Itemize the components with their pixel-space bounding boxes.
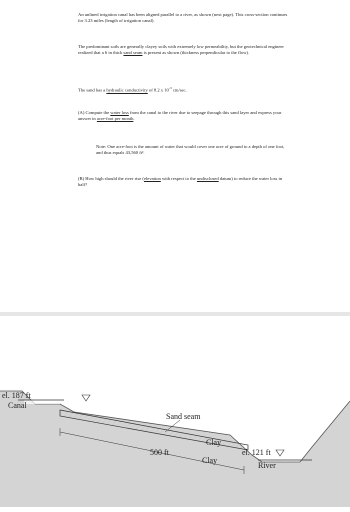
river-elevation-label: el. 121 ft [242,448,271,457]
clay-upper-label: Clay [206,438,222,447]
river-label: River [258,461,276,470]
acre-foot-note: Note: One acre-foot is the amount of water that would cover one acre of ground to a depth of one foot, and thus equals 43,560 ft³. [96,144,285,156]
problem-intro: An unlined irrigation canal has been aligned parallel to a river, as shown (next page). This cross-section continues for 3.23 miles (length of irrigation canal). [78,12,288,24]
problem-soils: The predominant soils are generally clayey soils with extremely low permeability, but the geotechnical engineer realized that a 6 in thick sand seam is present as shown (thickness perpendicular to the flow). [78,44,284,56]
canal-water [24,400,60,404]
ground-mass [0,391,350,507]
river-water-marker [276,450,284,456]
canal-elevation-label: el. 187 ft [2,391,31,400]
sand-seam-label: Sand seam [166,412,201,421]
canal-water-marker [82,395,90,401]
cross-section-diagram [0,316,350,507]
distance-label: 500 ft [150,448,169,457]
problem-sand: The sand has a hydraulic conductivity of 8.2 x $10^{-3}$ cm/sec. [78,86,187,93]
question-b: (B) How high should the river rise (elevation with respect to the undisclosed datum) to reduce the water loss in half? [78,176,283,188]
question-a: (A) Compute the water loss from the canal to the river due to seepage through this sand layer and express your answer in acre-foot per month. [78,110,282,122]
cross-section-figure [0,316,350,507]
canal-label: Canal [8,401,27,410]
clay-lower-label: Clay [202,456,218,465]
